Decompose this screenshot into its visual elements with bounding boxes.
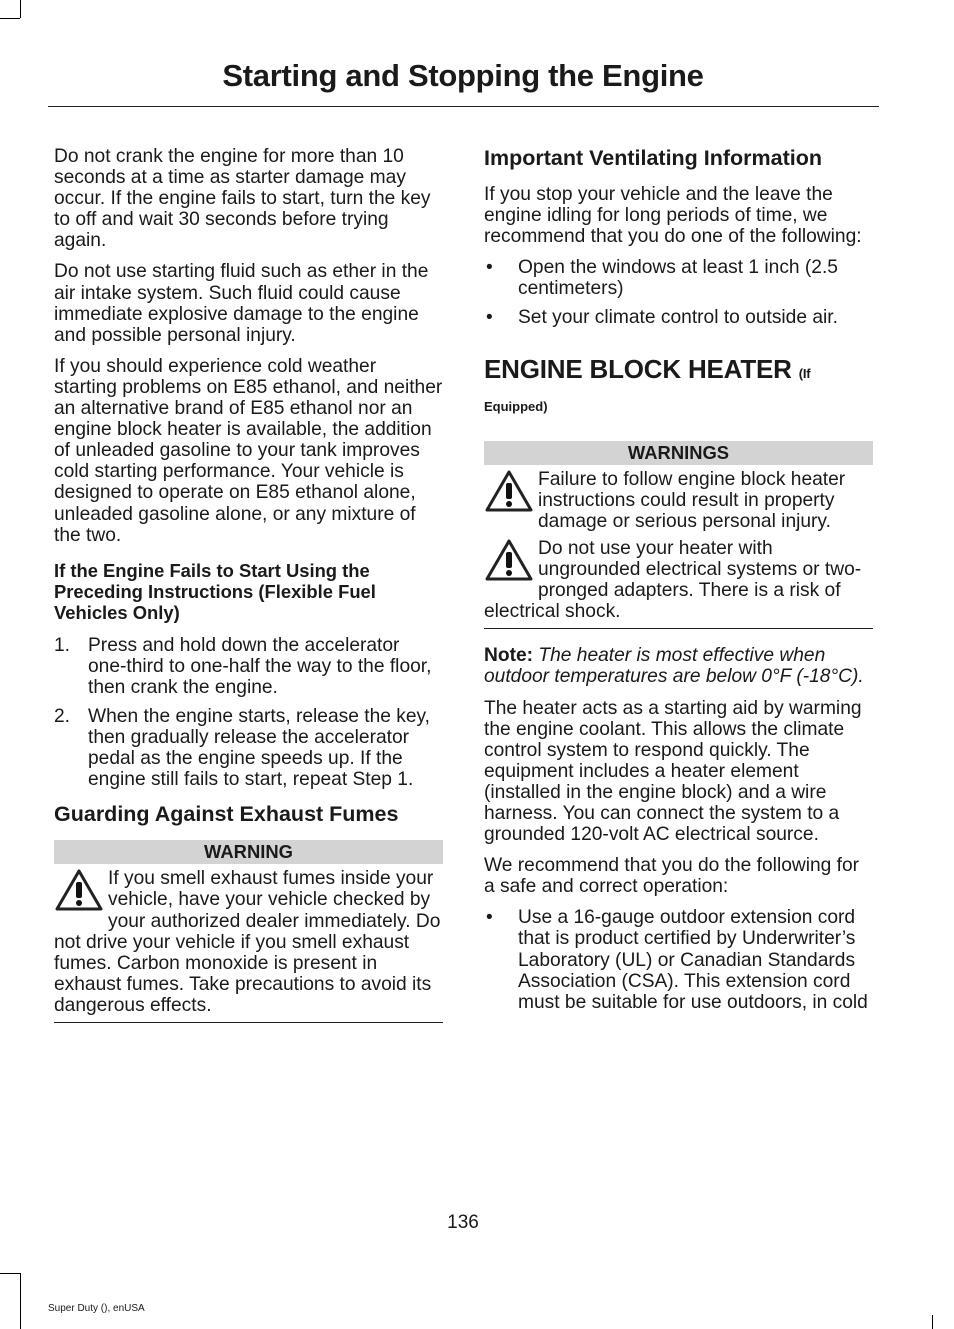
note-text: The heater is most effective when outdoor temperatures are below 0°F (-18°C). <box>484 645 864 688</box>
recommend-list <box>484 907 873 1012</box>
bullet: • <box>486 307 493 329</box>
list-item <box>484 307 873 328</box>
paragraph: The heater acts as a starting aid by warming the engine coolant. This allows the climate control system to respond quickly. The equipment includes a heater element (installed in the engine block) and a wire harness. You can connect the system to a grounded 120-volt AC electrical source. <box>484 697 862 846</box>
step-number: 1. <box>54 634 71 656</box>
warnings-header: WARNINGS <box>484 441 873 465</box>
paragraph: Do not use starting fluid such as ether in the air intake system. Such fluid could cause immediate explosive damage to the engine and possible personal injury. <box>54 261 429 346</box>
bullet-text: Set your climate control to outside air. <box>518 307 838 329</box>
bullet: • <box>486 907 493 929</box>
note <box>484 645 873 687</box>
crop-mark <box>932 1315 933 1329</box>
step-text: When the engine starts, release the key, then gradually release the accelerator pedal as the engine speeds up. If the engine still fails to start, repeat Step 1. <box>88 705 431 791</box>
vent-heading: Important Ventilating Information <box>484 146 823 170</box>
bullet: • <box>486 257 493 279</box>
list-item <box>54 635 443 698</box>
paragraph: We recommend that you do the following for a safe and correct operation: <box>484 855 860 898</box>
warning-triangle-icon <box>54 868 104 914</box>
list-item <box>484 907 873 1012</box>
warning-item <box>484 469 873 532</box>
bullet-text: Use a 16-gauge outdoor extension cord that is product certified by Underwriter’s Laboratory (UL) or Canadian Standards Association (CSA). This extension cord must be suitable for use outdoors, in cold <box>518 907 868 1013</box>
heater-heading-suffix: (If <box>798 365 811 381</box>
crop-mark <box>20 1273 21 1329</box>
warning-text: If you smell exhaust fumes inside your vehicle, have your vehicle checked by your authorized dealer immediately. Do not drive your vehicle if you smell exhaust fumes. Carbon monoxide is present in exhaust fumes. Take precautions to avoid its dangerous effects. <box>54 868 441 1016</box>
warning-divider <box>484 628 873 629</box>
vent-list <box>484 257 873 328</box>
note-label: Note: <box>484 645 534 667</box>
warning-header: WARNING <box>54 840 443 864</box>
crop-mark <box>0 18 20 19</box>
list-item <box>54 706 443 790</box>
left-column <box>54 146 443 1039</box>
paragraph: If you stop your vehicle and the leave the engine idling for long periods of time, we recommend that you do one of the following: <box>484 184 862 248</box>
heater-heading-text: ENGINE BLOCK HEATER <box>484 353 792 384</box>
step-number: 2. <box>54 705 71 727</box>
warning-item <box>54 868 443 1016</box>
warning-triangle-icon <box>484 538 534 584</box>
fumes-heading: Guarding Against Exhaust Fumes <box>54 802 399 827</box>
list-item <box>484 257 873 299</box>
paragraph: Do not crank the engine for more than 10 seconds at a time as starter damage may occur. If the engine fails to start, turn the key to off and wait 30 seconds before trying again. <box>54 146 431 252</box>
warning-divider <box>54 1022 443 1023</box>
warning-item <box>484 538 873 622</box>
heater-equipped: Equipped) <box>484 398 548 414</box>
warning-text: Failure to follow engine block heater instructions could result in property damage or serious personal injury. <box>538 468 846 532</box>
page-title: Starting and Stopping the Engine <box>222 58 704 93</box>
bullet-text: Open the windows at least 1 inch (2.5 centimeters) <box>518 257 838 300</box>
right-column <box>484 146 873 1023</box>
crop-mark <box>20 0 21 18</box>
warning-triangle-icon <box>484 469 534 515</box>
paragraph: If you should experience cold weather starting problems on E85 ethanol, and neither an alternative brand of E85 ethanol nor an engine block heater is available, the addition of unleaded gasoline to your tank improves cold starting performance. Your vehicle is designed to operate on E85 ethanol alone, unleaded gasoline alone, or any mixture of the two. <box>54 355 443 546</box>
step-text: Press and hold down the accelerator one-third to one-half the way to the floor, then crank the engine. <box>88 634 432 698</box>
heater-heading <box>484 355 873 388</box>
fails-heading: If the Engine Fails to Start Using the Preceding Instructions (Flexible Fuel Vehicles Only) <box>54 559 376 623</box>
warning-text: Do not use your heater with ungrounded electrical systems or two-pronged adapters. There is a risk of electrical shock. <box>484 537 862 623</box>
title-divider <box>48 106 879 107</box>
page-number: 136 <box>447 1212 479 1233</box>
steps-list <box>54 635 443 791</box>
footer-text: Super Duty (), enUSA <box>48 1303 145 1314</box>
crop-mark <box>0 1273 20 1274</box>
